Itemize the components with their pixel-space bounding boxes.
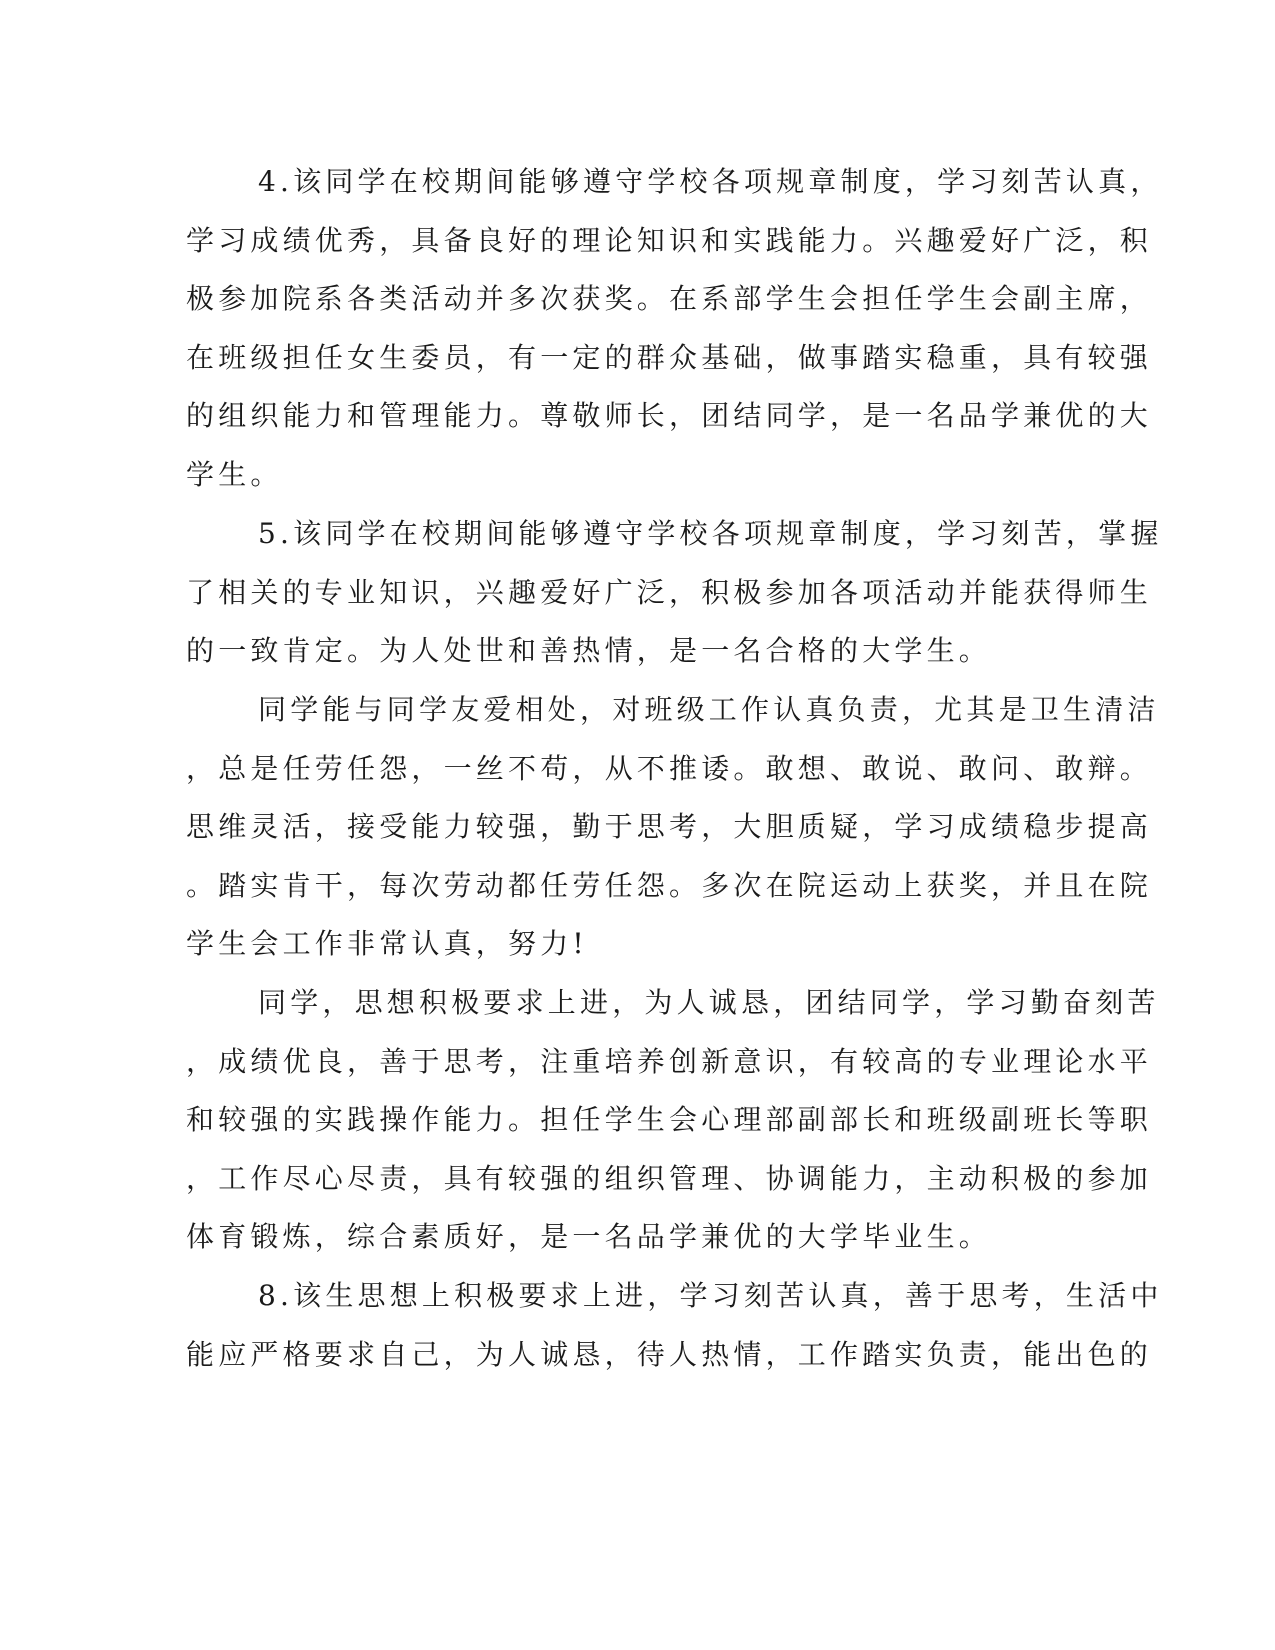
paragraph-4-line-5: 的组织能力和管理能力。尊敬师长，团结同学，是一名品学兼优的大 xyxy=(186,399,1153,432)
paragraph-3-line-5: 学生会工作非常认真，努力! xyxy=(186,927,588,960)
paragraph-4b-line-1: 同学，思想积极要求上进，为人诚恳，团结同学，学习勤奋刻苦 xyxy=(258,986,1160,1019)
paragraph-4-line-3: 极参加院系各类活动并多次获奖。在系部学生会担任学生会副主席， xyxy=(186,282,1153,315)
paragraph-4b-line-5: 体育锻炼，综合素质好，是一名品学兼优的大学毕业生。 xyxy=(186,1220,992,1253)
paragraph-3-line-3: 思维灵活，接受能力较强，勤于思考，大胆质疑，学习成绩稳步提高 xyxy=(186,810,1153,843)
paragraph-4-line-1: 4.该同学在校期间能够遵守学校各项规章制度，学习刻苦认真， xyxy=(258,165,1163,198)
paragraph-4-line-6: 学生。 xyxy=(186,458,283,491)
paragraph-4b-line-3: 和较强的实践操作能力。担任学生会心理部副部长和班级副班长等职 xyxy=(186,1103,1153,1136)
paragraph-5-line-2: 了相关的专业知识，兴趣爱好广泛，积极参加各项活动并能获得师生 xyxy=(186,576,1153,609)
paragraph-3-line-4: 。踏实肯干，每次劳动都任劳任怨。多次在院运动上获奖，并且在院 xyxy=(186,869,1153,902)
paragraph-5-line-3: 的一致肯定。为人处世和善热情，是一名合格的大学生。 xyxy=(186,634,992,667)
paragraph-8-line-1: 8.该生思想上积极要求上进，学习刻苦认真，善于思考，生活中 xyxy=(258,1279,1163,1312)
paragraph-5-line-1: 5.该同学在校期间能够遵守学校各项规章制度，学习刻苦，掌握 xyxy=(258,517,1163,550)
paragraph-3-line-2: ，总是任劳任怨，一丝不苟，从不推诿。敢想、敢说、敢问、敢辩。 xyxy=(186,752,1153,785)
paragraph-4b-line-2: ，成绩优良，善于思考，注重培养创新意识，有较高的专业理论水平 xyxy=(186,1045,1153,1078)
paragraph-4-line-2: 学习成绩优秀，具备良好的理论知识和实践能力。兴趣爱好广泛，积 xyxy=(186,224,1153,257)
paragraph-4-line-4: 在班级担任女生委员，有一定的群众基础，做事踏实稳重，具有较强 xyxy=(186,341,1153,374)
paragraph-8-line-2: 能应严格要求自己，为人诚恳，待人热情，工作踏实负责，能出色的 xyxy=(186,1338,1153,1371)
paragraph-4b-line-4: ，工作尽心尽责，具有较强的组织管理、协调能力，主动积极的参加 xyxy=(186,1162,1153,1195)
paragraph-3-line-1: 同学能与同学友爱相处，对班级工作认真负责，尤其是卫生清洁 xyxy=(258,693,1160,726)
